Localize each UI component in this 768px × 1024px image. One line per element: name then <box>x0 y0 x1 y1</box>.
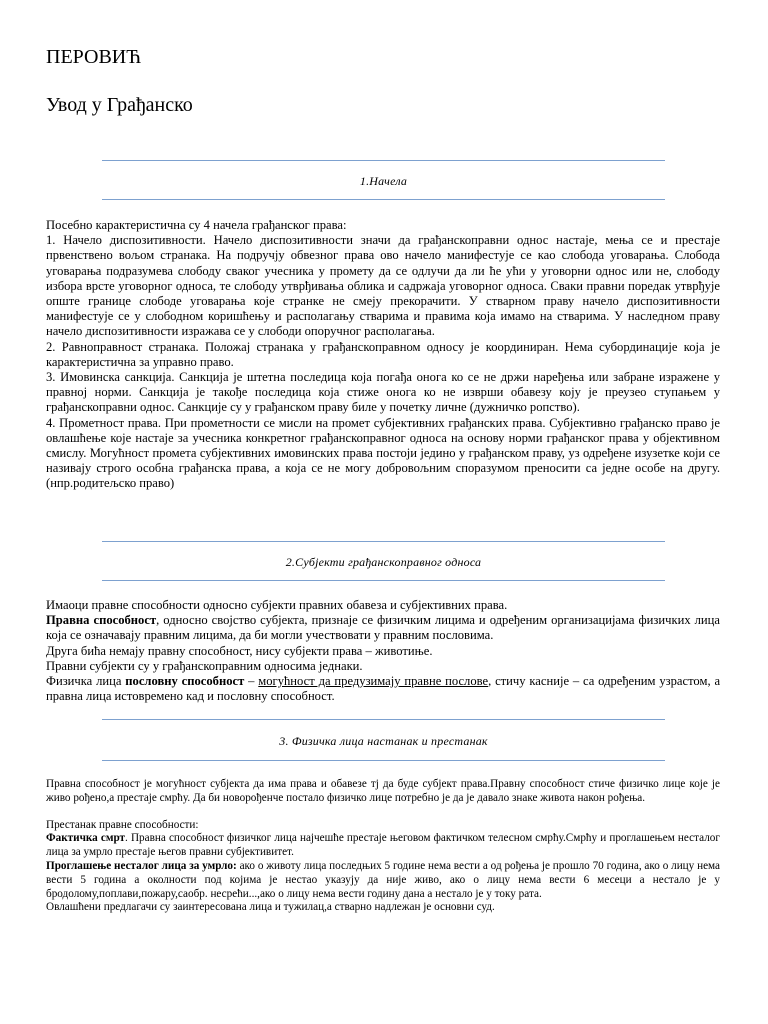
paragraph: 2. Равноправност странака. Положај странака у грађанскоправном односу је координиран. Нема субординације која је карактеристична за управно право. <box>46 339 720 369</box>
text-span: , стичу касније – са одређеним узрастом, а правна лица истовремено кад и пословну способност. <box>46 674 721 704</box>
section-divider <box>102 760 665 761</box>
bold-term: Фактичка смрт <box>46 832 126 845</box>
section-heading-1: 1.Начела <box>359 174 408 188</box>
paragraph: Правни субјекти су у грађанскоправним односима једнаки. <box>46 658 363 673</box>
section-3-body <box>46 778 720 915</box>
section-heading-2: 2.Субјекти грађанскоправног односа <box>285 555 482 569</box>
paragraph <box>46 832 720 860</box>
bold-term: Правна способност <box>46 613 157 628</box>
paragraph <box>46 613 720 643</box>
underlined-term: могућност да предузимају правне послове <box>258 674 489 689</box>
paragraph <box>46 674 720 704</box>
paragraph: Друга бића немају правну способност, нису субјекти права – животиње. <box>46 643 433 658</box>
document-title: Увод у Грађанско <box>46 94 193 116</box>
bold-term: пословну способност <box>125 674 245 689</box>
text-span: – <box>244 674 259 689</box>
section-divider <box>102 580 665 581</box>
paragraph: Престанак правне способности: <box>46 818 199 831</box>
paragraph: Посебно карактеристична су 4 начела грађанског права: <box>46 218 347 232</box>
paragraph: 3. Имовинска санкција. Санкција је штетна последица која погађа онога ко се не држи наређења или забране изражене у правној норми. Санкција је такође последица која стиже онога ко не изврши обавезу коју је преузео ступањем у грађанскоправни однос. Санкције су у грађанском праву биле у почетку личне (дужничко ропство). <box>46 370 720 415</box>
section-divider <box>102 541 665 542</box>
text-span: ако о животу лица последњих 5 године нема вести а од рођења је прошло 70 година, ако о лицу нема вести 5 година а околности под којима је нестао указују да није живо, ако о лицу нема вести 6 месеци а нестало је у бродолому,поплави,пожару,саобр. несрећи...,ако о лицу нема вести годину дана а нестало је у току рата. <box>46 859 721 900</box>
paragraph: 1. Начело диспозитивности. Начело диспозитивности значи да грађанскоправни однос настаје, мења се и престаје првенствено вољом странака. На подручју обвезног права ово начело манифестује се као слобода уговарања. Слобода уговарања подразумева слободу сваког учесника у промету да се одлучи да ли ће ући у уговорни однос или не, слободу избора врсте уговорног односа, те слободу утврђивања облика и садржаја уговорног односа. Сваки правни поредак утврђује опште границе слободе уговарања које странке не смеју прекорачити. У стварном праву начело диспозитивности манифестује се у слободном коришћењу и располагању стварима и правима која имамо на стварима. У наследном праву начело диспозитивности изражава се у слободи опоручног располагања. <box>46 233 720 339</box>
paragraph: Имаоци правне способности односно субјекти правних обавеза и субјективних права. <box>46 598 508 612</box>
section-divider <box>102 719 665 720</box>
section-divider <box>102 160 665 161</box>
section-1-body <box>46 218 720 492</box>
section-heading-3: 3. Физичка лица настанак и престанак <box>279 734 488 748</box>
section-2-body <box>46 598 720 704</box>
paragraph <box>46 860 720 901</box>
section-divider <box>102 199 665 200</box>
paragraph: Правна способност је могућност субјекта да има права и обавезе тј да буде субјект права.Правну способност стиче физичко лице које је живо рођено,а престаје смрћу. Да би новорођенче постало физичко лице потребно је да је давало знаке живота након рођења. <box>46 778 720 804</box>
text-span: Физичка лица <box>46 674 126 689</box>
paragraph: 4. Прометност права. При прометности се мисли на промет субјективних грађанских права. Субјективно грађанско право је овлашћење које настаје за учесника конкретног грађанскоправног односа на основу норми грађанског права у објективном смислу. Могућност промета субјективних имовинских права постоји једино у грађанском праву, уз одређене изузетке који се називају строго особна грађанска права, а која се не могу добровољним споразумом преносити са једне особе на другу. (нпр.родитељско право) <box>46 415 720 491</box>
bold-term: Проглашење несталог лица за умрло: <box>46 859 237 872</box>
paragraph: Овлашћени предлагачи су заинтересована лица и тужилац,а стварно надлежан је основни суд. <box>46 901 495 914</box>
author-name: ПЕРОВИЋ <box>46 46 142 68</box>
text-span: . Правна способност физичког лица најчешће престаје његовом фактичком телесном смрћу.Смрћу и проглашењем несталог лица за умрло престаје његов правни субјективитет. <box>46 832 720 859</box>
text-span: , односно својство субјекта, признаје се физичким лицима и одређеним организацијама физичких лица која се означавају правним лицима, да би могли учествовати у правним пословима. <box>46 613 721 643</box>
